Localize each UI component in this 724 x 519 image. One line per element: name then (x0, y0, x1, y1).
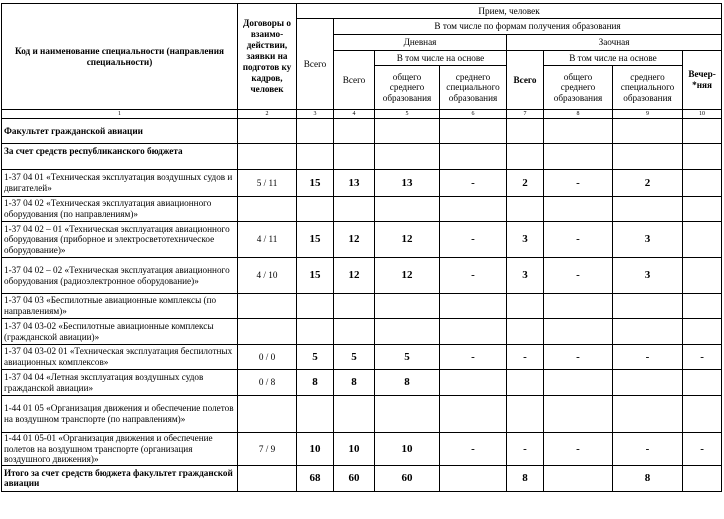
header-daytime: Дневная (334, 35, 507, 51)
evening-cell (683, 197, 722, 222)
corr-special-cell: - (613, 433, 683, 466)
evening-cell: - (683, 345, 722, 370)
day-special-cell: - (440, 433, 507, 466)
evening-cell (683, 396, 722, 433)
specialty-name: 1-44 01 05-01 «Организация движения и обеспечение полетов на воздушном транспорте (организация воздушного движения)» (2, 433, 238, 466)
header-evening: Вечер-*няя (683, 51, 722, 110)
corr-general-cell (544, 370, 613, 396)
day-special-cell (440, 294, 507, 319)
day-general-cell (375, 197, 440, 222)
agreements-cell: 4 / 11 (238, 222, 297, 258)
corr-total-cell: - (507, 345, 544, 370)
day-general-cell: 8 (375, 370, 440, 396)
day-special-cell (440, 396, 507, 433)
corr-special-cell: 2 (613, 170, 683, 197)
col-number: 10 (683, 110, 722, 119)
corr-total-cell: 8 (507, 465, 544, 491)
header-total: Всего (297, 19, 334, 110)
corr-general-cell (544, 396, 613, 433)
table-row (2, 370, 722, 396)
agreements-cell (238, 319, 297, 345)
day-special-cell (440, 197, 507, 222)
evening-cell (683, 222, 722, 258)
total-cell: 5 (297, 345, 334, 370)
corr-total-cell (507, 370, 544, 396)
table-row (2, 319, 722, 345)
corr-special-cell: - (613, 345, 683, 370)
header-corr-total: Всего (507, 51, 544, 110)
table-row (2, 396, 722, 433)
corr-total-cell (507, 197, 544, 222)
agreements-cell (238, 294, 297, 319)
table-row (2, 197, 722, 222)
agreements-cell: 4 / 10 (238, 258, 297, 294)
evening-cell (683, 294, 722, 319)
corr-general-cell: - (544, 433, 613, 466)
table-row (2, 258, 722, 294)
header-day-specialized: среднего специального образования (440, 66, 507, 110)
evening-cell (683, 465, 722, 491)
section-faculty: Факультет гражданской авиации (2, 119, 238, 144)
header-corr-general: общего среднего образования (544, 66, 613, 110)
day-total-cell: 5 (334, 345, 375, 370)
day-general-cell: 5 (375, 345, 440, 370)
table-row (2, 294, 722, 319)
corr-special-cell (613, 319, 683, 345)
day-special-cell (440, 319, 507, 345)
day-general-cell: 60 (375, 465, 440, 491)
total-cell: 15 (297, 222, 334, 258)
corr-general-cell: - (544, 345, 613, 370)
table-row (2, 170, 722, 197)
col-number: 5 (375, 110, 440, 119)
corr-special-cell: 3 (613, 258, 683, 294)
specialty-name: 1-37 04 02 – 01 «Техническая эксплуатация авиационного оборудования (приборное и электросветотехническое оборудование)» (2, 222, 238, 258)
evening-cell (683, 170, 722, 197)
section-budget: За счет средств республиканского бюджета (2, 144, 238, 170)
day-total-cell: 8 (334, 370, 375, 396)
specialty-name: 1-37 04 03 «Беспилотные авиационные комплексы (по направлениям)» (2, 294, 238, 319)
specialty-name: 1-37 04 02 – 02 «Техническая эксплуатация авиационного оборудования (радиоэлектронное оборудование)» (2, 258, 238, 294)
corr-general-cell (544, 465, 613, 491)
total-cell: 68 (297, 465, 334, 491)
total-cell: 15 (297, 258, 334, 294)
day-general-cell (375, 396, 440, 433)
day-general-cell (375, 294, 440, 319)
agreements-cell: 0 / 0 (238, 345, 297, 370)
day-special-cell: - (440, 345, 507, 370)
agreements-cell (238, 396, 297, 433)
total-cell (297, 197, 334, 222)
day-total-cell: 12 (334, 258, 375, 294)
agreements-cell (238, 197, 297, 222)
corr-total-cell: 2 (507, 170, 544, 197)
header-day-total: Всего (334, 51, 375, 110)
header-correspondence: Заочная (507, 35, 722, 51)
day-total-cell (334, 396, 375, 433)
corr-total-cell (507, 294, 544, 319)
agreements-cell: 5 / 11 (238, 170, 297, 197)
day-total-cell (334, 197, 375, 222)
header-code-name: Код и наименование специальности (направления специальности) (2, 4, 238, 110)
specialty-name: 1-37 04 02 «Техническая эксплуатация авиационного оборудования (по направлениям)» (2, 197, 238, 222)
day-total-cell: 13 (334, 170, 375, 197)
corr-special-cell (613, 197, 683, 222)
day-special-cell (440, 465, 507, 491)
specialty-name: 1-37 04 04 «Летная эксплуатация воздушных судов гражданской авиации» (2, 370, 238, 396)
admission-table (1, 3, 722, 492)
day-general-cell: 12 (375, 258, 440, 294)
specialty-name: 1-37 04 01 «Техническая эксплуатация воздушных судов и двигателей» (2, 170, 238, 197)
corr-special-cell: 8 (613, 465, 683, 491)
col-number: 7 (507, 110, 544, 119)
corr-general-cell: - (544, 258, 613, 294)
day-general-cell: 10 (375, 433, 440, 466)
corr-total-cell: 3 (507, 222, 544, 258)
col-number: 8 (544, 110, 613, 119)
day-total-cell (334, 319, 375, 345)
corr-total-cell: - (507, 433, 544, 466)
total-cell: 8 (297, 370, 334, 396)
header-corr-specialized: среднего специального образования (613, 66, 683, 110)
total-cell: 10 (297, 433, 334, 466)
header-admission: Прием, человек (297, 4, 722, 19)
col-number: 2 (238, 110, 297, 119)
evening-cell (683, 258, 722, 294)
corr-total-cell (507, 396, 544, 433)
table-row (2, 345, 722, 370)
total-cell (297, 396, 334, 433)
col-number: 4 (334, 110, 375, 119)
day-total-cell: 60 (334, 465, 375, 491)
table-row (2, 222, 722, 258)
day-special-cell: - (440, 258, 507, 294)
corr-total-cell (507, 319, 544, 345)
corr-special-cell (613, 370, 683, 396)
total-cell (297, 319, 334, 345)
day-special-cell: - (440, 222, 507, 258)
corr-general-cell: - (544, 170, 613, 197)
day-special-cell (440, 370, 507, 396)
header-corr-based-on: В том числе на основе (544, 51, 683, 66)
header-day-based-on: В том числе на основе (375, 51, 507, 66)
agreements-cell (238, 465, 297, 491)
corr-special-cell (613, 294, 683, 319)
day-total-cell: 10 (334, 433, 375, 466)
specialty-name: 1-44 01 05 «Организация движения и обеспечение полетов на воздушном транспорте (по направлениям)» (2, 396, 238, 433)
header-by-forms: В том числе по формам получения образования (334, 19, 722, 35)
corr-general-cell: - (544, 222, 613, 258)
col-number: 9 (613, 110, 683, 119)
col-number: 3 (297, 110, 334, 119)
agreements-cell: 7 / 9 (238, 433, 297, 466)
total-cell: 15 (297, 170, 334, 197)
evening-cell (683, 370, 722, 396)
day-general-cell: 13 (375, 170, 440, 197)
day-total-cell (334, 294, 375, 319)
day-general-cell (375, 319, 440, 345)
table-row (2, 433, 722, 466)
total-row-label: Итого за счет средств бюджета факультет гражданской авиации (2, 465, 238, 491)
evening-cell: - (683, 433, 722, 466)
corr-special-cell: 3 (613, 222, 683, 258)
corr-total-cell: 3 (507, 258, 544, 294)
corr-general-cell (544, 294, 613, 319)
col-number: 6 (440, 110, 507, 119)
corr-general-cell (544, 197, 613, 222)
total-row (2, 465, 722, 491)
corr-special-cell (613, 396, 683, 433)
day-general-cell: 12 (375, 222, 440, 258)
evening-cell (683, 319, 722, 345)
agreements-cell: 0 / 8 (238, 370, 297, 396)
day-total-cell: 12 (334, 222, 375, 258)
day-special-cell: - (440, 170, 507, 197)
specialty-name: 1-37 04 03-02 «Беспилотные авиационные комплексы (гражданской авиации)» (2, 319, 238, 345)
col-number: 1 (2, 110, 238, 119)
specialty-name: 1-37 04 03-02 01 «Техническая эксплуатация беспилотных авиационных комплексов» (2, 345, 238, 370)
header-agreements: Договоры о взаимо-действии, заявки на подготов ку кадров, человек (238, 4, 297, 110)
header-day-general: общего среднего образования (375, 66, 440, 110)
corr-general-cell (544, 319, 613, 345)
total-cell (297, 294, 334, 319)
